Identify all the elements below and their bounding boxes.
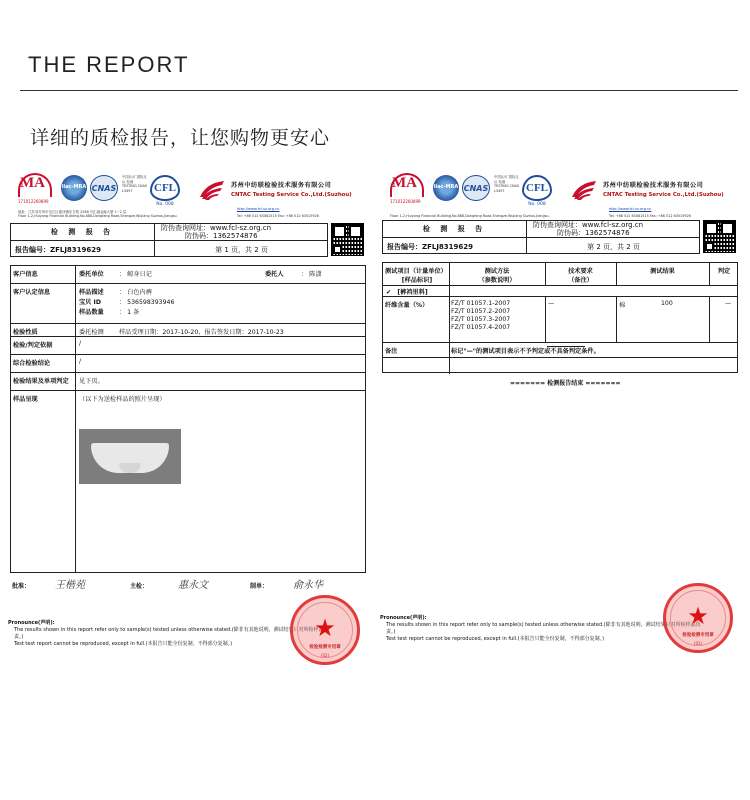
company-name: 苏州中纺联检验技术服务有限公司 CNTAC Testing Service Co.,Ltd.(Suzhou) — [231, 182, 352, 198]
row-item: 纤维含量（%） — [385, 302, 429, 309]
header-item: 测试项目（计量单位） [样品标识] — [385, 268, 447, 284]
company-flag-icon — [570, 179, 598, 201]
cnas-logo-icon: CNAS — [90, 175, 118, 201]
row-fiber: 棉 — [619, 302, 626, 309]
underwear-image — [91, 443, 169, 473]
table-row: 检验/判定依据 / — [11, 337, 365, 355]
address-en: Floor 1-2,Huiyong Financial Building,No.888,Dongfang Road,Shengze,Wujiang Suzhou,Jiangsu. — [390, 214, 550, 218]
row-judge: — — [725, 300, 732, 307]
photo-section: 样品呈现 （以下为送检样品的照片呈现） — [13, 396, 166, 403]
cnas-caption: 中国认可 国际互认 检测 TESTING CNAS L3497 — [494, 175, 520, 193]
report-number: 报告编号： ZFLJ8319629 — [15, 245, 102, 254]
divider — [547, 346, 585, 347]
logo-strip — [18, 173, 363, 207]
ilac-mra-logo-icon: ilac-MRA — [61, 175, 87, 201]
remark-text: 标记"—"的测试项目表示不予判定或不具备判定条件。 — [451, 348, 600, 355]
cfl-logo-icon: CFL — [522, 175, 552, 201]
table-row: 检验性质 委托检测 样品受理日期：2017-10-20，报告签发日期：2017-10-23 — [11, 324, 365, 337]
sample-tag-row: ✔ [裤裆里料] — [386, 289, 428, 296]
anti-fake-info: 防伪查询网址：www.fcl-sz.org.cn 防伪码：1362574876 — [161, 224, 272, 240]
report-title-box — [10, 223, 328, 257]
table-row: 检验结果及单项判定 见下页。 — [11, 373, 365, 391]
header-requirement: 技术要求 （备注） — [568, 268, 593, 284]
header-method: 测试方法 （参数说明） — [478, 268, 516, 284]
cfl-logo-icon: CFL — [150, 175, 180, 201]
pronounce-statement: Pronounce(声明): The results shown in this report refer only to sample(s) tested unless otherwise stated.(除非有其他说明，测试结果只对所检样品负责。) Test test report cannot be reproduced, except in full.(本报告只能全份复制，不得部分复制。) — [8, 620, 329, 647]
header-result: 测试结果 — [650, 268, 675, 275]
header-judge: 判定 — [717, 268, 731, 275]
signature-row: 批准： 王楷苑 主检： 惠永文 制单： 俞永华 — [10, 578, 366, 592]
page-count: 第 1 页，共 2 页 — [215, 245, 268, 254]
address-cn: 地址：江苏省苏州市吴江区盛泽镇东方路 2266 号汇融金融大厦 1~2 层 — [18, 210, 127, 214]
phone-fax: Tel: +86 512 63081515 Fax: +86 512 63515926 — [237, 214, 319, 218]
official-seal-icon: ★ 检验检测专用章 (02) — [663, 583, 733, 653]
header-divider — [20, 90, 738, 91]
row-requirement: — — [548, 300, 555, 307]
address-en: Floor 1-2,Huiyong Financial Building,No.888,Dongfang Road,Shengze,Wujiang Suzhou,Jiangsu. — [18, 214, 178, 218]
ma-logo-icon: MA — [18, 175, 52, 197]
report-number: 报告编号： ZFLJ8319629 — [387, 242, 474, 251]
cfl-number: No. 008 — [156, 202, 174, 207]
report-end: ======= 检测报告结束 ======= — [510, 380, 621, 387]
cfl-number: No. 008 — [528, 202, 546, 207]
cnas-caption: 中国认可 国际互认 检测 TESTING CNAS L3497 — [122, 175, 148, 193]
report-page-2 — [380, 165, 740, 665]
official-seal-icon: ★ 检验检测专用章 (02) — [290, 595, 360, 665]
qr-code-icon — [703, 220, 736, 253]
company-flag-icon — [198, 179, 226, 201]
cnas-logo-icon: CNAS — [462, 175, 490, 201]
report-title: 检 测 报 告 — [50, 228, 115, 236]
ma-number: 171012260899 — [390, 199, 421, 204]
table-row: 综合检验结论 / — [11, 355, 365, 373]
report-page-1 — [8, 165, 368, 665]
table-row: 客户认定信息 样品描述 ： 白色内裤 宝贝 ID ： 536598393946 样品数量 ： 1 条 — [11, 284, 365, 324]
approve-signature: 王楷苑 — [55, 580, 85, 591]
report-title-box — [382, 220, 700, 254]
sample-photo — [79, 429, 181, 484]
check-icon: ✔ — [386, 289, 392, 296]
report-title: 检 测 报 告 — [422, 225, 487, 233]
page-subtitle: 详细的质检报告，让您购物更安心 — [30, 127, 331, 149]
phone-fax: Tel: +86 512 63081515 Fax: +86 512 63515926 — [609, 214, 691, 218]
table-row: 客户信息 委托单位 ： 鲸身日记 委托人 ： 陈潇 — [11, 266, 365, 284]
make-signature: 俞永华 — [293, 580, 323, 591]
pronounce-statement: Pronounce(声明): The results shown in this report refer only to sample(s) tested unless otherwise stated.(除非有其他说明，测试结果只对所检样品负责。) Test test report cannot be reproduced, except in full.(本报告只能全份复制，不得部分复制。) — [380, 615, 701, 642]
ma-logo-icon: MA — [390, 175, 424, 197]
ilac-mra-logo-icon: ilac-MRA — [433, 175, 459, 201]
remark-label: 备注 — [385, 348, 398, 355]
review-signature: 惠永文 — [178, 580, 208, 591]
page-count: 第 2 页，共 2 页 — [587, 242, 640, 251]
test-result-table — [382, 262, 738, 373]
anti-fake-info: 防伪查询网址：www.fcl-sz.org.cn 防伪码：1362574876 — [533, 221, 644, 237]
logo-strip — [390, 173, 735, 207]
company-url-link[interactable]: http://www.fcl-sz.org.cn — [237, 207, 280, 211]
qr-code-icon — [331, 223, 364, 256]
report-info-table — [10, 265, 366, 573]
row-value: 100 — [661, 300, 673, 307]
page-title: THE REPORT — [28, 52, 190, 77]
company-name: 苏州中纺联检验技术服务有限公司 CNTAC Testing Service Co.,Ltd.(Suzhou) — [603, 182, 724, 198]
ma-number: 171012260899 — [18, 199, 49, 204]
row-methods: FZ/T 01057.1-2007 FZ/T 01057.2-2007 FZ/T 01057.3-2007 FZ/T 01057.4-2007 — [451, 300, 511, 331]
company-url-link[interactable]: http://www.fcl-sz.org.cn — [609, 207, 652, 211]
